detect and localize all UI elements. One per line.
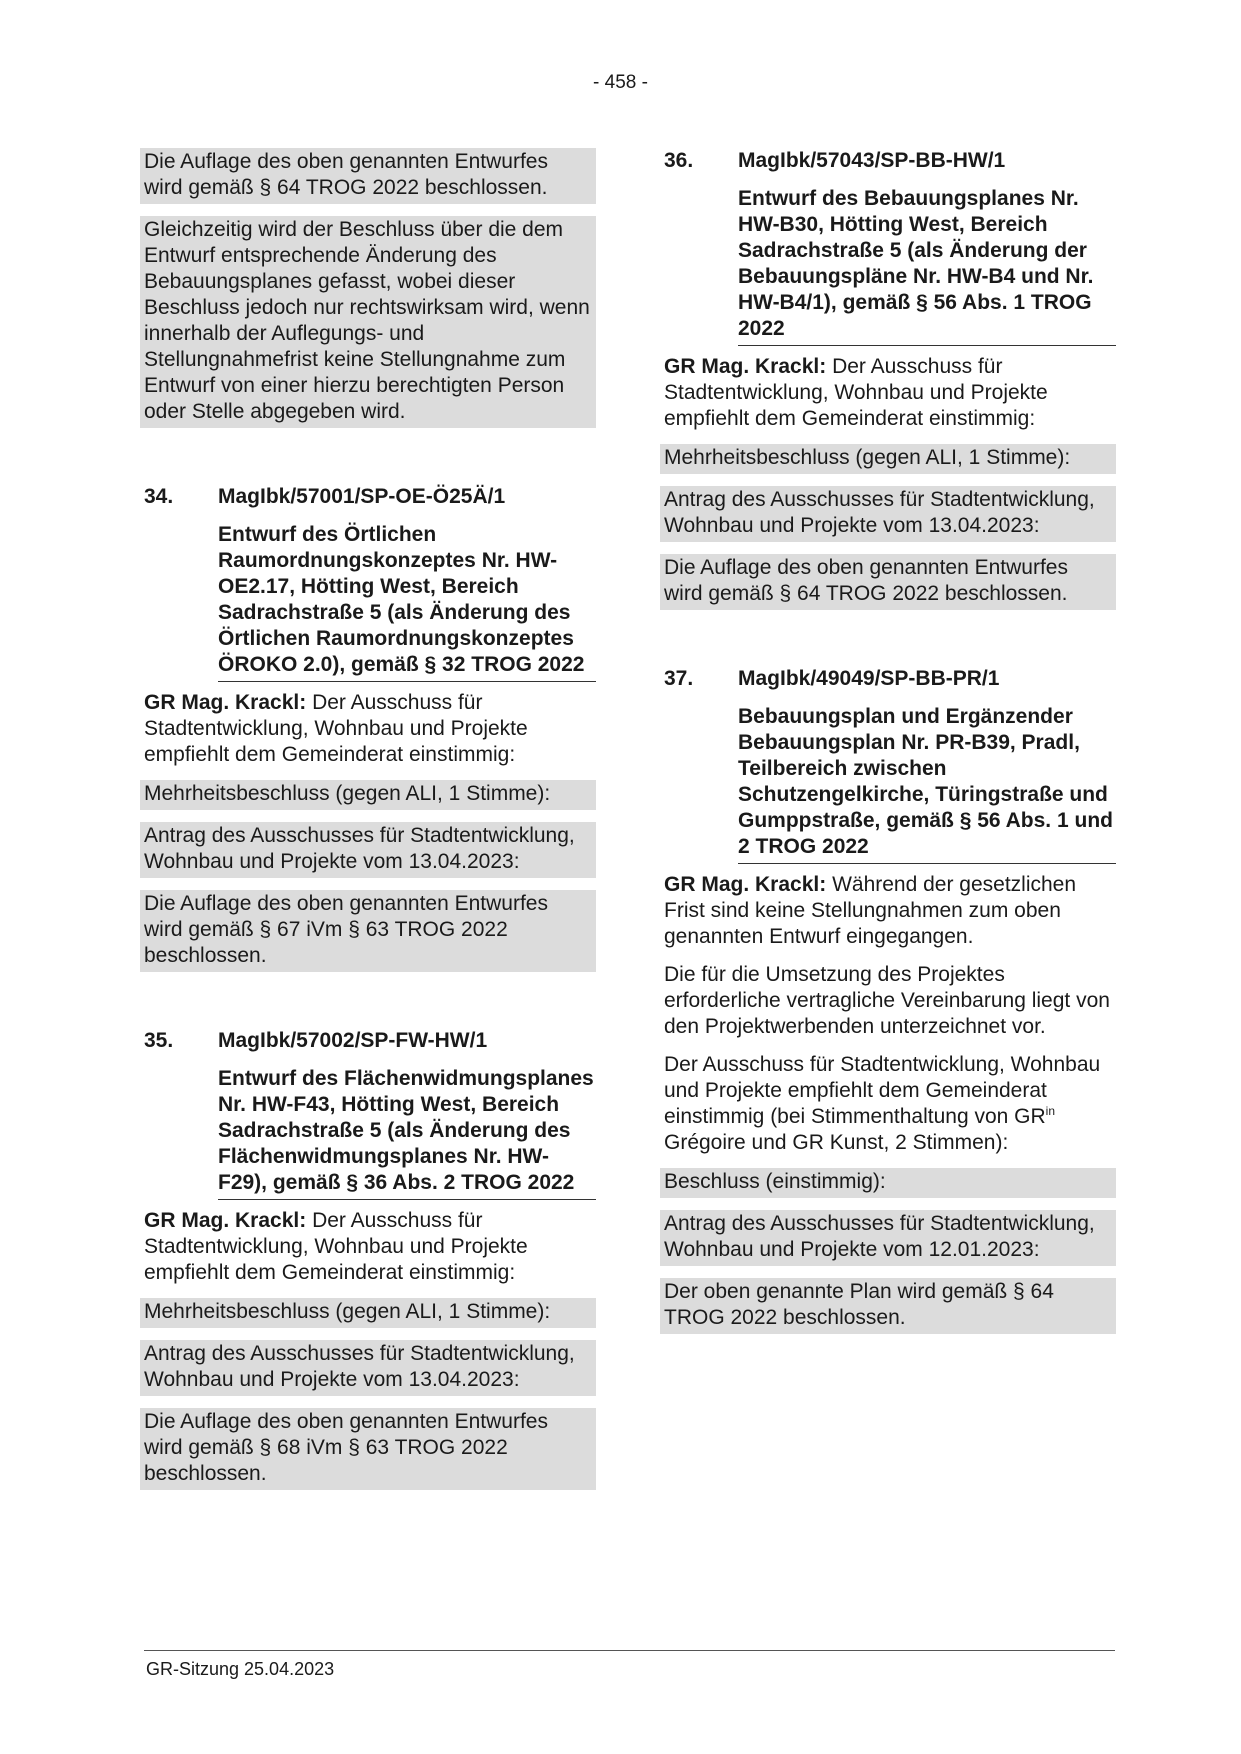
speech-text: Während der gesetzlichen Frist sind keine Stellungnahmen zum oben genannten Entwurf eingegangen. [664, 873, 1077, 948]
vote-text: Mehrheitsbeschluss (gegen ALI, 1 Stimme): [144, 782, 551, 805]
resolution-text: Der oben genannte Plan wird gemäß § 64 TROG 2022 beschlossen. [664, 1280, 1054, 1329]
vote-result [660, 444, 1116, 474]
motion-text: Antrag des Ausschusses für Stadtentwicklung, Wohnbau und Projekte vom 12.01.2023: [664, 1212, 1095, 1261]
item-heading [664, 666, 1116, 692]
agenda-item-36 [664, 148, 1116, 610]
item-number: 37. [664, 667, 694, 690]
speaker-name: GR Mag. Krackl: [144, 1209, 307, 1232]
page-number: - 458 - [593, 72, 648, 93]
item-heading [144, 1028, 596, 1054]
resolution-block [660, 1278, 1116, 1334]
motion-block [140, 1340, 596, 1396]
motion-block [660, 1210, 1116, 1266]
agenda-item-34 [144, 484, 596, 972]
vote-text: Beschluss (einstimmig): [664, 1170, 886, 1193]
shaded-block [140, 216, 596, 428]
item-code: MagIbk/57002/SP-FW-HW/1 [218, 1029, 488, 1052]
intro-resolution: Die Auflage des oben genannten Entwurfes wird gemäß § 64 TROG 2022 beschlossen. [144, 150, 548, 199]
speaker-name: GR Mag. Krackl: [664, 873, 827, 896]
item-code: MagIbk/57001/SP-OE-Ö25Ä/1 [218, 485, 506, 508]
item-title: Bebauungsplan und Ergänzender Bebauungsplan Nr. PR-B39, Pradl, Teilbereich zwischen Schutzengelkirche, Türingstraße und Gumppstraße, gemäß § 56 Abs. 1 und 2 TROG 2022 [738, 704, 1116, 864]
speech-text: Der Ausschuss für Stadtentwicklung, Wohnbau und Projekte empfiehlt dem Gemeinderat einstimmig: [144, 1209, 528, 1284]
vote-result [140, 780, 596, 810]
intro-resolution-note: Gleichzeitig wird der Beschluss über die dem Entwurf entsprechende Änderung des Bebauungsplanes gefasst, wobei dieser Beschluss jedoch nur rechtswirksam wird, wenn innerhalb der Auflegungs- und Stellungnahmefrist keine Stellungnahme zum Entwurf von einer hierzu berechtigten Person oder Stelle abgegeben wird. [144, 218, 590, 423]
left-column [144, 148, 596, 1490]
recommendation-text: Der Ausschuss für Stadtentwicklung, Wohnbau und Projekte empfiehlt dem Gemeinderat einstimmig (bei Stimmenthaltung von GR [664, 1053, 1101, 1128]
vote-text: Mehrheitsbeschluss (gegen ALI, 1 Stimme): [144, 1300, 551, 1323]
footer-session-date: GR-Sitzung 25.04.2023 [146, 1659, 335, 1679]
speaker-statement [144, 1208, 596, 1286]
speaker-statement [664, 872, 1116, 950]
shaded-block [140, 148, 596, 204]
item-number: 35. [144, 1029, 174, 1052]
speaker-name: GR Mag. Krackl: [664, 355, 827, 378]
agenda-item-35 [144, 1028, 596, 1490]
gender-suffix: in [1045, 1104, 1055, 1118]
committee-recommendation [664, 1052, 1116, 1156]
speaker-statement [664, 354, 1116, 432]
vote-text: Mehrheitsbeschluss (gegen ALI, 1 Stimme): [664, 446, 1071, 469]
footer-divider [144, 1650, 1115, 1651]
vote-result [660, 1168, 1116, 1198]
item-number: 34. [144, 485, 174, 508]
resolution-block [140, 890, 596, 972]
resolution-block [660, 554, 1116, 610]
recommendation-text-end: Grégoire und GR Kunst, 2 Stimmen): [664, 1131, 1009, 1154]
vote-result [140, 1298, 596, 1328]
item-code: MagIbk/57043/SP-BB-HW/1 [738, 149, 1006, 172]
motion-text: Antrag des Ausschusses für Stadtentwicklung, Wohnbau und Projekte vom 13.04.2023: [664, 488, 1095, 537]
agenda-item-37 [664, 666, 1116, 1334]
speaker-name: GR Mag. Krackl: [144, 691, 307, 714]
motion-text: Antrag des Ausschusses für Stadtentwicklung, Wohnbau und Projekte vom 13.04.2023: [144, 1342, 575, 1391]
right-column [664, 148, 1116, 1334]
motion-text: Antrag des Ausschusses für Stadtentwicklung, Wohnbau und Projekte vom 13.04.2023: [144, 824, 575, 873]
item-heading [144, 484, 596, 510]
resolution-block [140, 1408, 596, 1490]
contract-note: Die für die Umsetzung des Projektes erforderliche vertragliche Vereinbarung liegt von den Projektwerbenden unterzeichnet vor. [664, 963, 1110, 1038]
resolution-text: Die Auflage des oben genannten Entwurfes wird gemäß § 68 iVm § 63 TROG 2022 beschlossen. [144, 1410, 548, 1485]
item-title: Entwurf des Örtlichen Raumordnungskonzeptes Nr. HW-OE2.17, Hötting West, Bereich Sadrachstraße 5 (als Änderung des Örtlichen Raumordnungskonzeptes ÖROKO 2.0), gemäß § 32 TROG 2022 [218, 522, 596, 682]
motion-block [140, 822, 596, 878]
motion-block [660, 486, 1116, 542]
item-title: Entwurf des Bebauungsplanes Nr. HW-B30, Hötting West, Bereich Sadrachstraße 5 (als Änderung der Bebauungspläne Nr. HW-B4 und Nr. HW-B4/1), gemäß § 56 Abs. 1 TROG 2022 [738, 186, 1116, 346]
item-number: 36. [664, 149, 694, 172]
speech-text: Der Ausschuss für Stadtentwicklung, Wohnbau und Projekte empfiehlt dem Gemeinderat einstimmig: [144, 691, 528, 766]
item-title: Entwurf des Flächenwidmungsplanes Nr. HW-F43, Hötting West, Bereich Sadrachstraße 5 (als Änderung des Flächenwidmungsplanes Nr. HW-F29), gemäß § 36 Abs. 2 TROG 2022 [218, 1066, 596, 1200]
resolution-text: Die Auflage des oben genannten Entwurfes wird gemäß § 64 TROG 2022 beschlossen. [664, 556, 1068, 605]
resolution-text: Die Auflage des oben genannten Entwurfes wird gemäß § 67 iVm § 63 TROG 2022 beschlossen. [144, 892, 548, 967]
speaker-statement [144, 690, 596, 768]
item-code: MagIbk/49049/SP-BB-PR/1 [738, 667, 1000, 690]
speech-text: Der Ausschuss für Stadtentwicklung, Wohnbau und Projekte empfiehlt dem Gemeinderat einstimmig: [664, 355, 1048, 430]
item-heading [664, 148, 1116, 174]
